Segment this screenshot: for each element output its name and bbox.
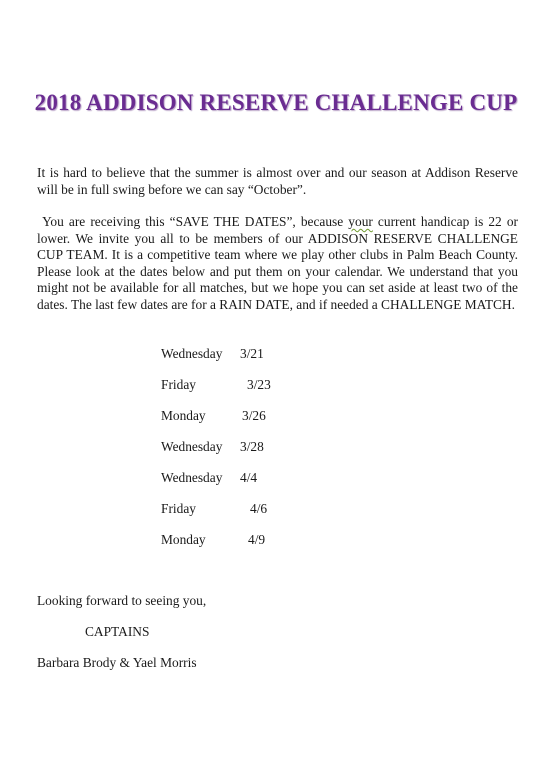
date-value: 4/6 — [250, 501, 268, 516]
date-day: Wednesday — [161, 346, 223, 361]
spellcheck-flagged-word: your — [348, 214, 373, 229]
date-value: 3/28 — [240, 439, 264, 454]
date-day: Monday — [161, 532, 206, 547]
date-day: Wednesday — [161, 439, 223, 454]
signer-names: Barbara Brody & Yael Morris — [37, 655, 197, 670]
invitation-text-start: You are receiving this “SAVE THE DATES”, because — [37, 214, 349, 229]
closing-line: Looking forward to seeing you, — [37, 593, 207, 608]
date-value: 4/4 — [240, 470, 258, 485]
date-day: Friday — [161, 501, 196, 516]
intro-paragraph: It is hard to believe that the summer is almost over and our season at Addison Reserve will be in full swing before we can say “October”. — [37, 165, 518, 197]
date-day: Monday — [161, 408, 206, 423]
date-day: Friday — [161, 377, 196, 392]
captains-label: CAPTAINS — [85, 624, 150, 639]
invitation-paragraph — [37, 214, 518, 314]
date-day: Wednesday — [161, 470, 223, 485]
date-value: 3/23 — [247, 377, 271, 392]
date-value: 4/9 — [248, 532, 266, 547]
date-value: 3/26 — [242, 408, 266, 423]
date-value: 3/21 — [240, 346, 264, 361]
document-title: 2018 ADDISON RESERVE CHALLENGE CUP — [34, 90, 518, 115]
invitation-text-end: current handicap is 22 or lower. We invite you all to be members of our ADDISON RESERVE CHALLENGE CUP TEAM. It is a competitive team where we play other clubs in Palm Beach County. Please look at the dates below and put them on your calendar. We understand that you might not be available for all matches, but we hope you can set aside at least two of the dates. The last few dates are for a RAIN DATE, and if needed a CHALLENGE MATCH. — [37, 214, 518, 312]
